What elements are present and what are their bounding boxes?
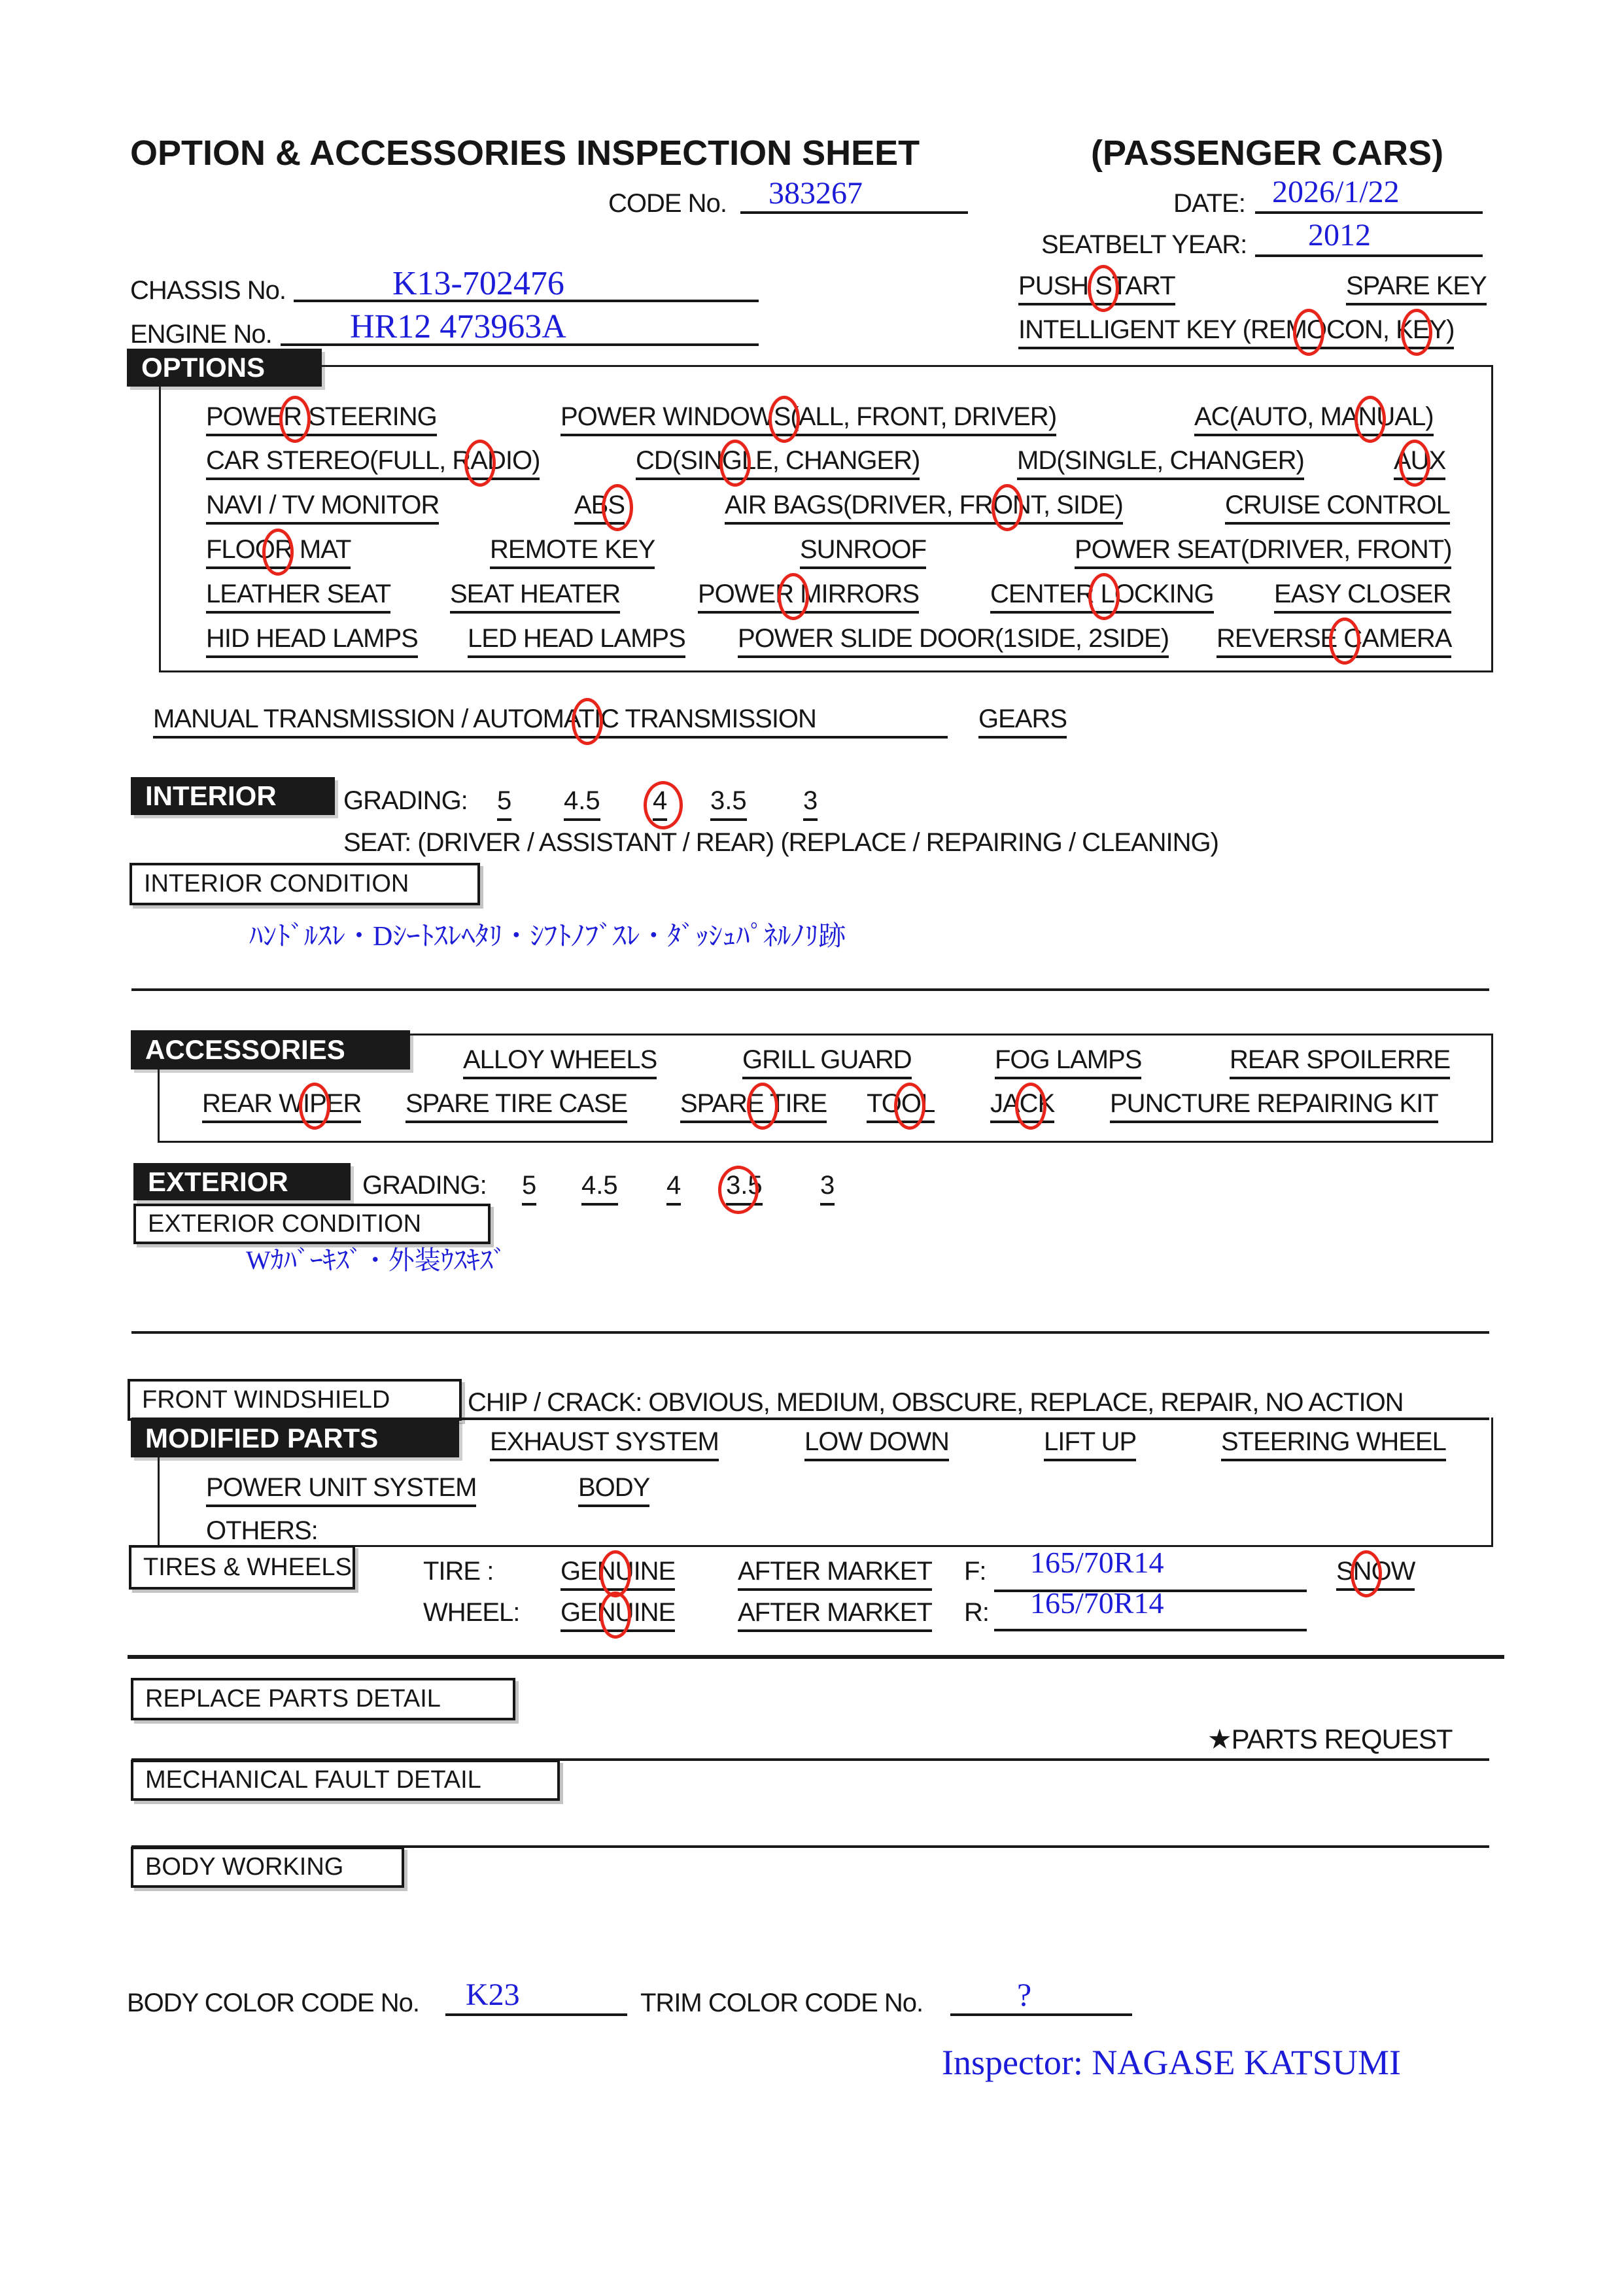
modified-parts-section-label: MODIFIED PARTS [131,1419,459,1457]
push-start-option: PUSH START [1018,271,1175,305]
option-hid-head-lamps: HID HEAD LAMPS [206,624,418,658]
date-label: DATE: [1173,189,1245,218]
exterior-grade-4: 4 [666,1171,681,1206]
interior-section-label: INTERIOR [131,777,335,815]
chassis-label: CHASSIS No. [130,276,286,305]
exterior-grade-3: 3 [820,1171,835,1206]
option-power-slide-door: POWER SLIDE DOOR(1SIDE, 2SIDE) [738,624,1169,658]
modified-others-label: OTHERS: [206,1516,318,1550]
seat-line: SEAT: (DRIVER / ASSISTANT / REAR) (REPLACE / REPAIRING / CLEANING) [343,828,1218,857]
snow-option: SNOW [1336,1557,1415,1591]
body-color-underline [445,2013,627,2016]
code-label: CODE No. [608,189,727,218]
separator-line [131,1331,1489,1334]
option-air-bags: AIR BAGS(DRIVER, FRONT, SIDE) [725,491,1123,525]
option-reverse-camera: REVERSE CAMERA [1216,624,1451,658]
inspector-line: Inspector: NAGASE KATSUMI [942,2043,1401,2082]
option-navi-tv: NAVI / TV MONITOR [206,491,439,525]
option-led-head-lamps: LED HEAD LAMPS [468,624,685,658]
parts-request-label: ★PARTS REQUEST [1207,1724,1453,1754]
engine-value: HR12 473963A [350,308,566,345]
option-car-stereo: CAR STEREO(FULL, RADIO) [206,446,540,480]
replace-parts-detail-label: REPLACE PARTS DETAIL [131,1678,515,1720]
code-value: 383267 [768,176,863,211]
separator-line [128,1655,1504,1659]
option-leather-seat: LEATHER SEAT [206,580,390,614]
option-seat-heater: SEAT HEATER [450,580,620,614]
interior-grade-3: 3 [803,786,818,821]
date-underline [1255,211,1483,214]
trim-color-value: ? [1017,1976,1032,2013]
option-floor-mat: FLOOR MAT [206,535,351,569]
modified-lift-up: LIFT UP [1044,1427,1136,1461]
body-color-value: K23 [466,1977,520,2012]
interior-grade-4-5: 4.5 [564,786,600,821]
spare-key-option: SPARE KEY [1346,271,1487,305]
interior-grading-label: GRADING: [343,786,468,815]
accessory-alloy-wheels: ALLOY WHEELS [463,1045,657,1079]
date-value: 2026/1/22 [1272,175,1400,209]
option-remote-key: REMOTE KEY [490,535,655,569]
rear-size-value: 165/70R14 [1030,1586,1164,1620]
front-size-value: 165/70R14 [1030,1546,1164,1579]
option-power-mirrors: POWER MIRRORS [698,580,919,614]
tire-label: TIRE : [423,1557,494,1586]
front-windshield-label: FRONT WINDSHIELD [128,1379,462,1421]
exterior-grade-3-5: 3.5 [726,1171,763,1206]
exterior-grading-label: GRADING: [362,1171,487,1200]
accessory-spare-tire: SPARE TIRE [680,1089,827,1123]
accessory-rear-spoiler: REAR SPOILERRE [1230,1045,1450,1079]
accessory-tool: TOOL [867,1089,935,1123]
transmission-line: MANUAL TRANSMISSION / AUTOMATIC TRANSMISSION [153,704,948,739]
exterior-grade-5: 5 [522,1171,536,1206]
option-power-seat: POWER SEAT(DRIVER, FRONT) [1075,535,1451,569]
mechanical-fault-detail-label: MECHANICAL FAULT DETAIL [131,1760,560,1801]
chassis-value: K13-702476 [392,265,564,302]
interior-grade-4: 4 [653,786,667,821]
modified-steering-wheel: STEERING WHEEL [1221,1427,1446,1461]
tire-genuine-option: GENUINE [561,1557,675,1591]
separator-line [131,988,1489,991]
modified-body: BODY [578,1473,649,1507]
seatbelt-underline [1255,254,1483,257]
seatbelt-year-value: 2012 [1308,218,1371,252]
wheel-after-market-option: AFTER MARKET [738,1598,932,1632]
tires-wheels-section-label: TIRES & WHEELS [129,1545,355,1590]
page-title: OPTION & ACCESSORIES INSPECTION SHEET [130,133,920,173]
gears-label: GEARS [978,704,1067,739]
exterior-section-label: EXTERIOR [133,1163,351,1200]
accessories-section-label: ACCESSORIES [131,1030,410,1070]
front-size-label: F: [964,1557,986,1586]
interior-grade-5: 5 [497,786,511,821]
rear-size-underline [994,1629,1307,1631]
rear-size-label: R: [964,1598,989,1627]
option-power-steering: POWER STEERING [206,402,437,436]
exterior-condition-label: EXTERIOR CONDITION [133,1204,491,1244]
engine-label: ENGINE No. [130,320,272,349]
option-easy-closer: EASY CLOSER [1274,580,1451,614]
option-cruise-control: CRUISE CONTROL [1225,491,1450,525]
body-working-label: BODY WORKING [131,1847,404,1888]
tire-after-market-option: AFTER MARKET [738,1557,932,1591]
seatbelt-year-label: SEATBELT YEAR: [1041,230,1247,259]
accessory-rear-wiper: REAR WIPER [202,1089,361,1123]
option-sunroof: SUNROOF [800,535,926,569]
code-underline [740,211,968,214]
modified-low-down: LOW DOWN [804,1427,949,1461]
accessory-jack: JACK [990,1089,1054,1123]
exterior-condition-note: Wｶﾊﾞｰｷｽﾞ・外装ｳｽｷｽﾞ [246,1245,506,1275]
accessory-grill-guard: GRILL GUARD [742,1045,912,1079]
accessory-puncture-kit: PUNCTURE REPAIRING KIT [1110,1089,1438,1123]
intelligent-key-option: INTELLIGENT KEY (REMOCON, KEY) [1018,315,1454,349]
options-section-label: OPTIONS [127,349,322,387]
option-center-locking: CENTER LOCKING [990,580,1214,614]
accessory-fog-lamps: FOG LAMPS [995,1045,1141,1079]
interior-condition-label: INTERIOR CONDITION [129,863,480,905]
trim-color-underline [950,2013,1132,2016]
option-aux: AUX [1394,446,1445,480]
modified-exhaust-system: EXHAUST SYSTEM [490,1427,719,1461]
page-subtitle: (PASSENGER CARS) [1091,133,1444,173]
option-power-windows: POWER WINDOWS(ALL, FRONT, DRIVER) [561,402,1056,436]
chip-crack-line: CHIP / CRACK: OBVIOUS, MEDIUM, OBSCURE, REPLACE, REPAIR, NO ACTION [468,1388,1404,1417]
body-color-label: BODY COLOR CODE No. [127,1989,420,2017]
option-md: MD(SINGLE, CHANGER) [1017,446,1304,480]
trim-color-label: TRIM COLOR CODE No. [640,1989,923,2017]
interior-condition-note: ﾊﾝﾄﾞﾙｽﾚ・Dｼｰﾄｽﾚﾍﾀﾘ・ｼﾌﾄﾉﾌﾞｽﾚ・ﾀﾞｯｼｭﾊﾟﾈﾙﾉﾘ跡 [249,922,846,952]
modified-power-unit-system: POWER UNIT SYSTEM [206,1473,476,1507]
exterior-grade-4-5: 4.5 [581,1171,618,1206]
accessory-spare-tire-case: SPARE TIRE CASE [406,1089,627,1123]
option-abs: ABS [574,491,625,525]
wheel-label: WHEEL: [423,1598,520,1627]
option-ac: AC(AUTO, MANUAL) [1194,402,1434,436]
option-cd: CD(SINGLE, CHANGER) [636,446,920,480]
wheel-genuine-option: GENUINE [561,1598,675,1632]
interior-grade-3-5: 3.5 [710,786,747,821]
